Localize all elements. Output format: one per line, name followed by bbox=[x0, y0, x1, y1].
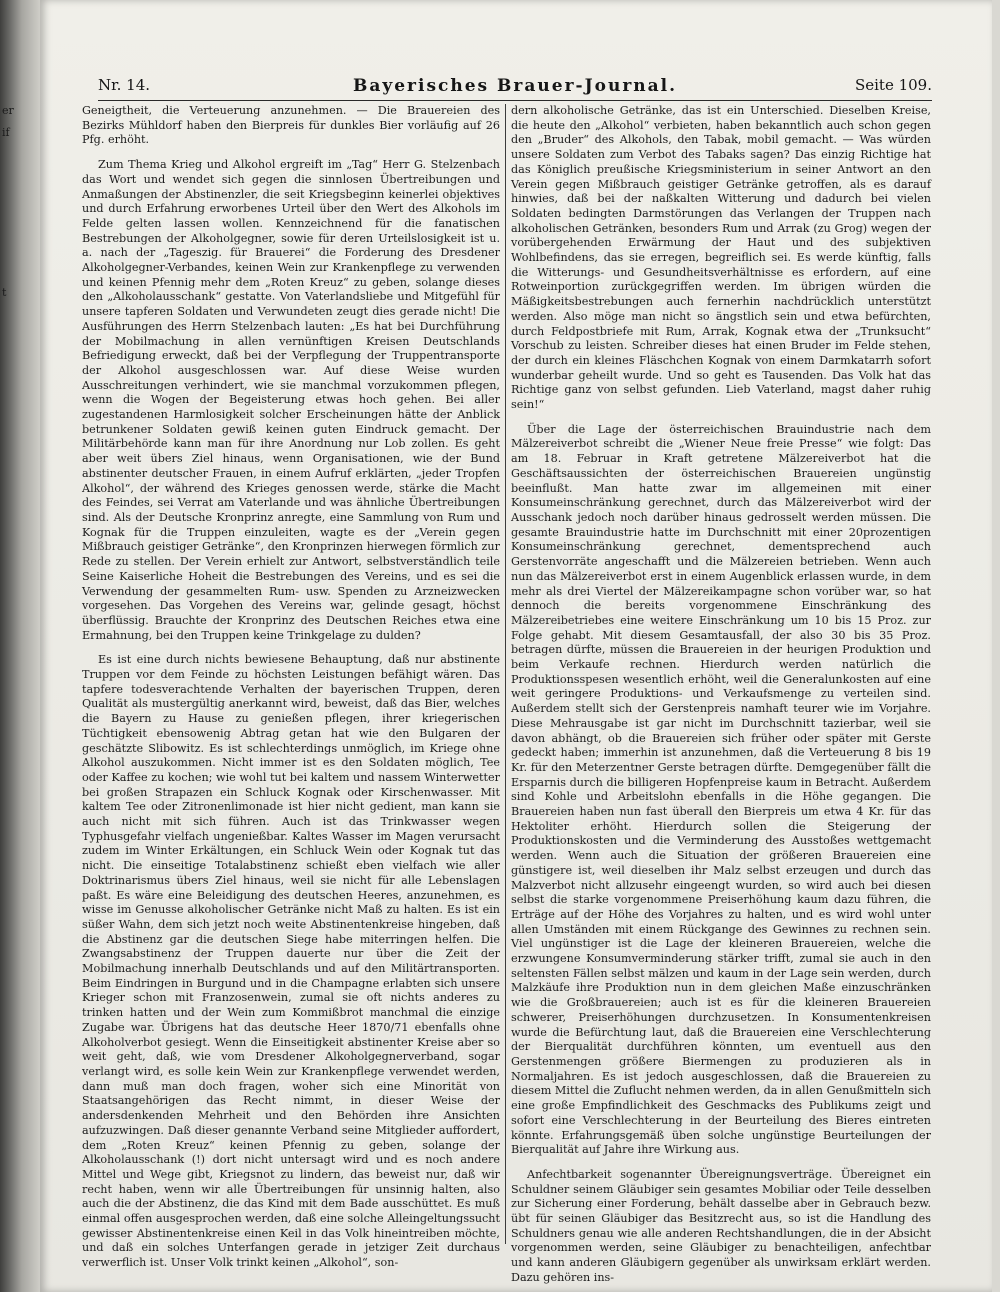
issue-number: Nr. 14. bbox=[98, 76, 151, 94]
page-header bbox=[98, 74, 932, 101]
paragraph: Über die Lage der österreichischen Brauindustrie nach dem Mälzereiverbot schreibt die „Wiener Neue freie Presse“ wie folgt: Das am 18. Februar in Kraft getretene Mälzereiverbot hat die Geschäftsaussichten der österreichischen Brauereien ungünstig beeinflußt. Man hatte zwar im allgemeinen mit einer Konsumeinschränkung gerechnet, durch das Mälzereiverbot wird der Ausschank jedoch noch darüber hinaus gedrosselt werden müssen. Die gesamte Brauindustrie hatte im Durchschnitt mit einer 20prozentigen Konsumeinschränkung gerechnet, dementsprechend auch Gerstenvorräte angeschafft und die Mälzereien betrieben. Wenn auch nun das Mälzereiverbot erst in einem Augenblick erlassen wurde, in dem mehr als drei Viertel der Mälzereikampagne schon vorüber war, so hat dennoch die bereits vorgenommene Einschränkung des Mälzereibetriebes eine weitere Einschränkung um 10 bis 15 Proz. zur Folge gehabt. Mit diesem Gesamtausfall, der also 30 bis 35 Proz. betragen dürfte, müssen die Brauereien in der heurigen Produktion und beim Verkaufe rechnen. Hierdurch werden natürlich die Produktionsspesen wesentlich erhöht, weil die Generalunkosten auf eine weit geringere Produktions- und Verkaufsmenge zu verteilen sind. Außerdem stellt sich der Gerstenpreis namhaft teurer wie im Vorjahre. Diese Mehrausgabe ist gar nicht im Durchschnitt tazierbar, weil sie davon abhängt, ob die Brauereien sich früher oder später mit Gerste gedeckt haben; immerhin ist anzunehmen, daß die Verteuerung 8 bis 19 Kr. für den Meterzentner Gerste betragen dürfte. Demgegenüber fällt die Ersparnis durch die billigeren Hopfenpreise kaum in Betracht. Außerdem sind Kohle und Arbeitslohn ebenfalls in die Höhe gegangen. Die Brauereien haben nun fast überall den Bierpreis um etwa 4 Kr. für das Hektoliter erhöht. Hierdurch sollen die Steigerung der Produktionskosten und die Verminderung des Ausstoßes wettgemacht werden. Wenn auch die Situation der größeren Brauereien eine günstigere ist, weil dieselben ihr Malz selbst erzeugen und durch das Malzverbot nicht allzusehr eingeengt wurden, so wird auch bei diesen selbst die starke vorgenommene Preiserhöhung kaum dazu führen, die Erträge auf der Höhe des Vorjahres zu halten, und es wird wohl unter allen Umständen mit einem Rückgange des Gewinnes zu rechnen sein. Viel ungünstiger ist die Lage der kleineren Brauereien, welche die erzwungene Konsumverminderung stärker trifft, zumal sie auch in den seltensten Fällen selbst mälzen und kaum in der Lage sein werden, durch Malzkäufe ihre Produktion nun in dem gleichen Maße einzuschränken wie die Großbrauereien; auch ist es für die kleineren Brauereien schwerer, Preiserhöhungen durchzusetzen. In Konsumentenkreisen wurde die Befürchtung laut, daß die Brauereien eine Verschlechterung der Bierqualität durchführen könnten, um eventuell aus den Gerstenmengen größere Biermengen zu produzieren als in Normaljahren. Es ist jedoch ausgeschlossen, daß die Brauereien zu diesem Mittel die Zuflucht nehmen werden, da in allen Genußmitteln sich eine große Empfindlichkeit des Geschmacks des Publikums zeigt und sofort eine Verschlechterung in der Beurteilung des Bieres eintreten könnte. Erfahrungsgemäß üben solche ungünstige Beurteilungen der Bierqualität auf Jahre ihre Wirkung aus. bbox=[511, 422, 931, 1157]
binding-gutter bbox=[0, 0, 40, 1292]
paragraph: Anfechtbarkeit sogenannter Übereignungsverträge. Übereignet ein Schuldner seinem Gläubiger sein gesamtes Mobiliar oder Teile desselben zur Sicherung einer Forderung, behält dasselbe aber in Gebrauch bezw. übt für seinen Gläubiger das Besitzrecht aus, so ist die Handlung des Schuldners genau wie alle anderen Rechtshandlungen, die in der Absicht vorgenommen werden, seine Gläubiger zu benachteiligen, anfechtbar und kann anderen Gläubigern gegenüber als unwirksam erklärt werden. Dazu gehören ins- bbox=[511, 1167, 931, 1284]
margin-fragment: t bbox=[2, 286, 7, 299]
right-column bbox=[511, 104, 931, 1284]
paragraph: Zum Thema Krieg und Alkohol ergreift im „Tag“ Herr G. Stelzenbach das Wort und wendet sich gegen die sinnlosen Übertreibungen und Anmaßungen der Abstinenzler, die seit Kriegsbeginn keinerlei objektives und durch Erfahrung erworbenes Urteil über den Wert des Alkohols im Felde gelten lassen wollen. Kennzeichnend für die fanatischen Bestrebungen der Alkoholgegner, sowie für deren Urteilslosigkeit ist u. a. nach der „Tageszig. für Brauerei“ die Forderung des Dresdener Alkoholgegner-Verbandes, keinen Wein zur Krankenpflege zu verwenden und keinen Pfennig mehr dem „Roten Kreuz“ zu geben, solange dieses den „Alkoholausschank“ gestatte. Von Vaterlandsliebe und Mitgefühl für unsere tapferen Soldaten und Verwundeten zeugt dies gerade nicht! Die Ausführungen des Herrn Stelzenbach lauten: „Es hat bei Durchführung der Mobilmachung in allen vernünftigen Kreisen Deutschlands Befriedigung erweckt, daß bei der Verpflegung der Truppentransporte der Alkohol ausgeschlossen war. Auf diese Weise wurden Ausschreitungen verhindert, wie sie manchmal vorzukommen pflegen, wenn die Wogen der Begeisterung etwas hoch gehen. Bei aller zugestandenen Harmlosigkeit solcher Erscheinungen hätte der Anblick betrunkener Soldaten gewiß keinen guten Eindruck gemacht. Der Militärbehörde kann man für ihre Anordnung nur Lob zollen. Es geht aber weit übers Ziel hinaus, wenn Organisationen, wie der Bund abstinenter deutscher Frauen, in einem Aufruf erklärten, „jeder Tropfen Alkohol“, der während des Krieges genossen werde, stärke die Macht des Feindes, sei Verrat am Vaterlande und was ähnliche Übertreibungen sind. Als der Deutsche Kronprinz anregte, eine Sammlung von Rum und Kognak für die Truppen einzuleiten, wagte es der „Verein gegen Mißbrauch geistiger Getränke“, den Kronprinzen hierwegen förmlich zur Rede zu stellen. Der Verein erhielt zur Antwort, selbstverständlich teile Seine Kaiserliche Hoheit die Bestrebungen des Vereins, und es sei die Verwendung der gesammelten Rum- usw. Spenden zu Arzneizwecken vorgesehen. Das Vorgehen des Vereins war, gelinde gesagt, höchst überflüssig. Brauchte der Kronprinz des Deutschen Reiches etwa eine Ermahnung, bei den Truppen keine Trinkgelage zu dulden? bbox=[82, 158, 500, 642]
page-number: Seite 109. bbox=[854, 76, 932, 94]
left-column bbox=[82, 104, 500, 1270]
journal-title: Bayerisches Brauer-Journal. bbox=[352, 76, 678, 96]
margin-fragment: er bbox=[2, 104, 14, 117]
paragraph: Es ist eine durch nichts bewiesene Behauptung, daß nur abstinente Truppen vor dem Feinde zu höchsten Leistungen befähigt wären. Das tapfere todesverachtende Verhalten der bayerischen Truppen, deren Qualität als mustergültig anerkannt wird, beweist, daß das Bier, welches die Bayern zu Hause zu genießen pflegen, ihrer kriegerischen Tüchtigkeit ebensowenig Abtrag getan hat wie den Bulgaren der geschätzte Slibowitz. Es ist schlechterdings unmöglich, im Kriege ohne Alkohol auszukommen. Nicht immer ist es den Soldaten möglich, Tee oder Kaffee zu kochen; wie wohl tut bei kaltem und nassem Winterwetter bei großen Strapazen ein Schluck Kognak oder Kirschenwasser. Mit kaltem Tee oder Zitronenlimonade ist hier nicht gedient, man kann sie auch nicht mit sich führen. Auch ist das Trinkwasser wegen Typhusgefahr vielfach ungenießbar. Kaltes Wasser im Magen verursacht zudem im Winter Erkältungen, ein Schluck Wein oder Kognak tut das nicht. Die einseitige Totalabstinenz schießt eben vielfach wie aller Doktrinarismus übers Ziel hinaus, weil sie nicht für alle Lebenslagen paßt. Es wäre eine Beleidigung des deutschen Heeres, anzunehmen, es wisse im Genusse alkoholischer Getränke nicht Maß zu halten. Es ist ein süßer Wahn, dem sich jetzt noch weite Abstinentenkreise hingeben, daß die Abstinenz gar die deutschen Siege habe miterringen helfen. Die Zwangsabstinenz der Truppen dauerte nur über die Zeit der Mobilmachung innerhalb Deutschlands und auf den Militärtransporten. Beim Eindringen in Burgund und in die Champagne erlabten sich unsere Krieger schon mit Franzosenwein, zumal sie oft nichts anderes zu trinken hatten und der Wein zum Kommißbrot manchmal die einzige Zugabe war. Übrigens hat das deutsche Heer 1870/71 ebenfalls ohne Alkoholverbot gesiegt. Wenn die Einseitigkeit abstinenter Kreise aber so weit geht, daß, wie vom Dresdener Alkoholgegnerverband, sogar verlangt wird, es solle kein Wein zur Krankenpflege verwendet werden, dann muß man doch fragen, woher sich eine Minorität von Staatsangehörigen das Recht nimmt, in dieser Weise der andersdenkenden Mehrheit und den Behörden ihre Ansichten aufzuzwingen. Daß dieser genannte Verband seine Mitglieder auffordert, dem „Roten Kreuz“ keinen Pfennig zu geben, solange der Alkoholausschank (!) dort nicht untersagt wird und es noch andere Mittel und Wege gibt, Kriegsnot zu lindern, das beweist nur, daß wir recht haben, wenn wir alle Übertreibungen für unsinnig halten, also auch die der Abstinenz, die das Kind mit dem Bade ausschüttet. Es muß einmal offen ausgesprochen werden, daß eine solche Alleingeltungssucht gewisser Abstinentenkreise einen Keil in das Volk hineintreiben möchte, und daß ein solches Unterfangen gerade in jetziger Zeit durchaus verwerflich ist. Unser Volk trinkt keinen „Alkohol“, son- bbox=[82, 653, 500, 1270]
column-divider bbox=[505, 104, 506, 1244]
paragraph: dern alkoholische Getränke, das ist ein Unterschied. Dieselben Kreise, die heute den „Alkohol“ verbieten, haben bekanntlich auch schon gegen den „Bruder“ des Alkohols, den Tabak, mobil gemacht. — Was würden unsere Soldaten zum Verbot des Tabaks sagen? Das einzig Richtige hat das Königlich preußische Kriegsministerium in seiner Antwort an den Verein gegen Mißbrauch geistiger Getränke getroffen, als es darauf hinwies, daß bei der naßkalten Witterung und dadurch bei vielen Soldaten bedingten Darmstörungen das Verlangen der Truppen nach alkoholischen Getränken, besonders Rum und Arrak (zu Grog) wegen der vorübergehenden Erwärmung der Haut und des subjektiven Wohlbefindens, das sie erregen, begreiflich sei. Es werde künftig, falls die Witterungs- und Gesundheitsverhältnisse es erfordern, auf eine Rotweinportion zurückgegriffen werden. Im übrigen würden die Mäßigkeitsbestrebungen auch fernerhin nachdrücklich unterstützt werden. Also möge man nicht so ängstlich sein und etwa befürchten, durch Feldpostbriefe mit Rum, Arrak, Kognak etwa der „Trunksucht“ Vorschub zu leisten. Schreiber dieses hat einen Bruder im Felde stehen, der durch ein kleines Fläschchen Kognak von einem Darmkatarrh sofort wunderbar geheilt wurde. Und so geht es Tausenden. Das Volk hat das Richtige ganz von selbst gefunden. Lieb Vaterland, magst daher ruhig sein!“ bbox=[511, 104, 931, 412]
paragraph: Geneigtheit, die Verteuerung anzunehmen. — Die Brauereien des Bezirks Mühldorf haben den Bierpreis für dunkles Bier vorläufig auf 26 Pfg. erhöht. bbox=[82, 104, 500, 147]
margin-fragment: if bbox=[2, 126, 10, 139]
